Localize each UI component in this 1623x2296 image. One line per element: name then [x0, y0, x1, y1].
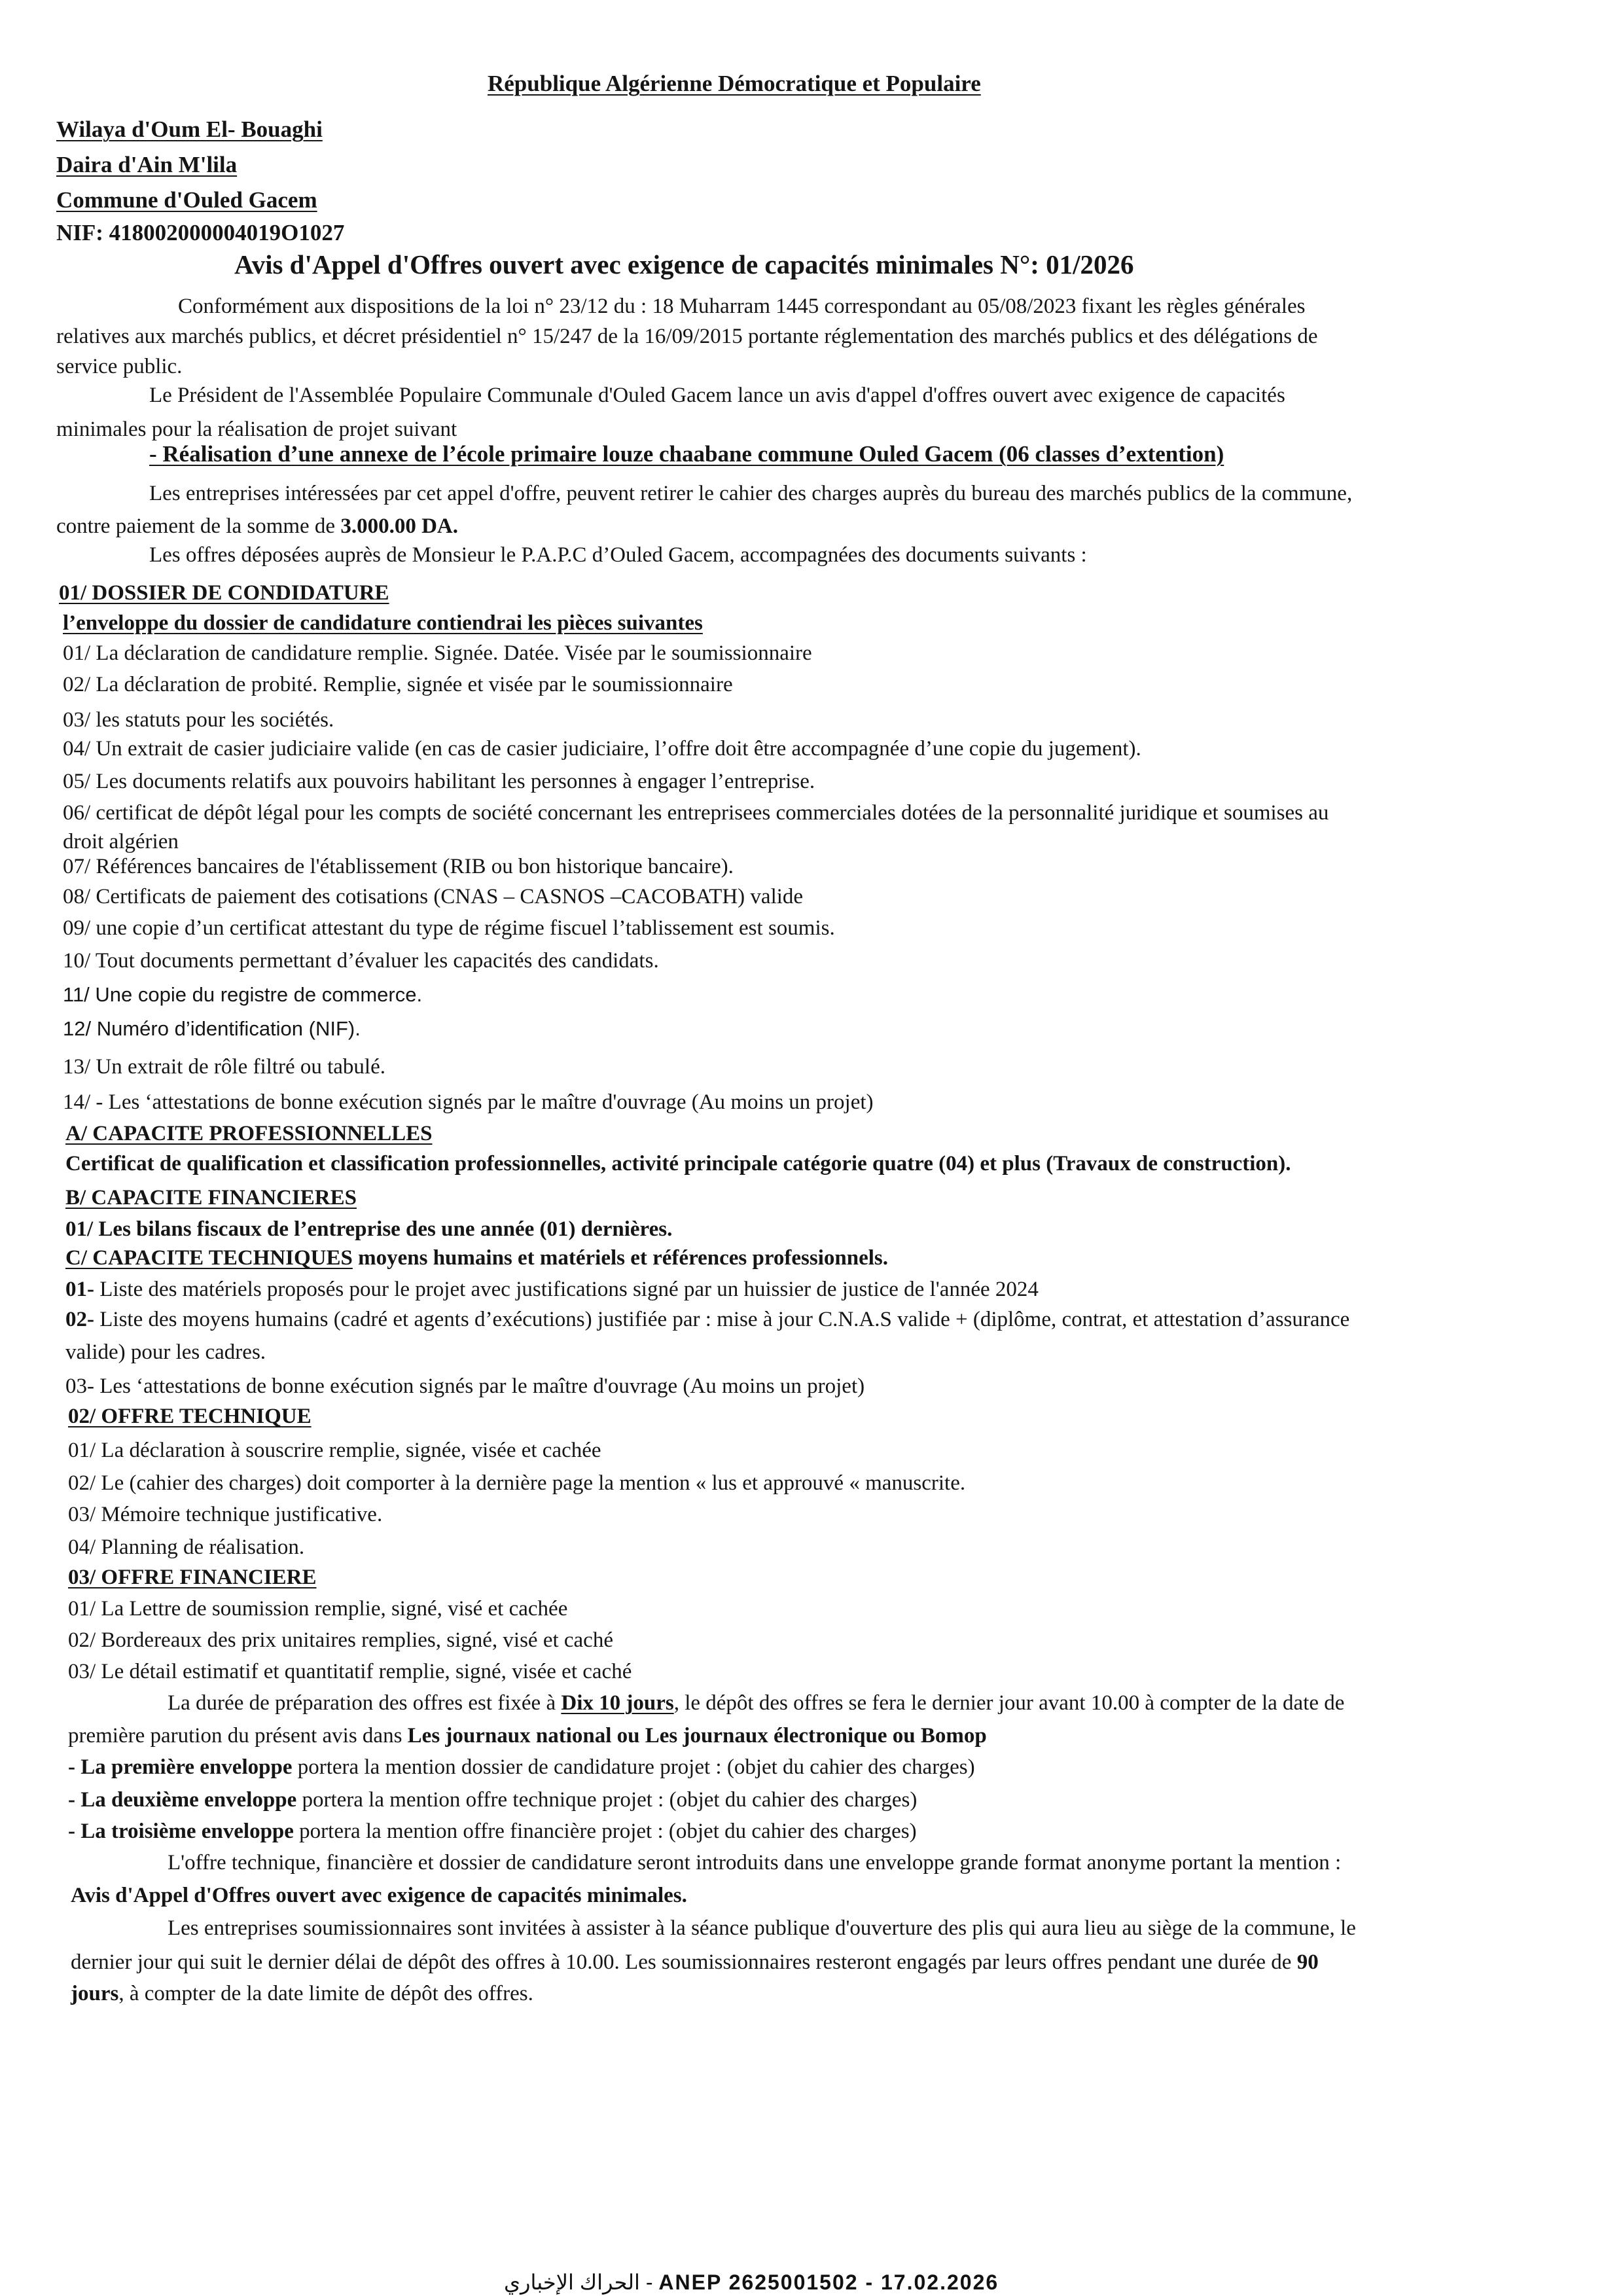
duree-value: Dix 10 jours: [561, 1691, 674, 1715]
dossier-item-08: 08/ Certificats de paiement des cotisations (CNAS – CASNOS –CACOBATH) valide: [63, 885, 804, 908]
capacite-techniques-item-03: 03- Les ‘attestations de bonne exécution signés par le maître d'ouvrage (Au moins un projet): [65, 1374, 865, 1398]
ouverture-line1: Les entreprises soumissionnaires sont invitées à assister à la séance publique d'ouverture des plis qui aura lieu au siège de la commune, le: [168, 1916, 1356, 1940]
anep-footer: [504, 2270, 999, 2295]
dossier-item-06-cont: droit algérien: [63, 830, 179, 853]
dossier-subheading: l’enveloppe du dossier de candidature contiendrai les pièces suivantes: [63, 611, 703, 635]
offre-technique-item-02: 02/ Le (cahier des charges) doit comporter à la dernière page la mention « lus et approuvé « manuscrite.: [68, 1471, 966, 1495]
dossier-item-04: 04/ Un extrait de casier judiciaire valide (en cas de casier judiciaire, l’offre doit être accompagnée d’une copie du jugement).: [63, 737, 1141, 761]
intro-p2-line1: Le Président de l'Assemblée Populaire Communale d'Ouled Gacem lance un avis d'appel d'offres ouvert avec exigence de capacités: [149, 384, 1285, 407]
intro-p1-line3: service public.: [56, 355, 183, 378]
page-title: Avis d'Appel d'Offres ouvert avec exigence de capacités minimales N°: 01/2026: [234, 249, 1134, 279]
nif-line: NIF: 418002000004019O1027: [56, 220, 345, 245]
intro-p1-line2: relatives aux marchés publics, et décret présidentiel n° 15/247 de la 16/09/2015 portante réglementation des marchés publics et des délégations de: [56, 325, 1318, 348]
capacite-techniques-item-02-cont: valide) pour les cadres.: [65, 1340, 266, 1364]
enveloppe-2: - La deuxième enveloppe portera la mention offre technique projet : (objet du cahier des charges): [68, 1788, 918, 1812]
project-title: - Réalisation d’une annexe de l’école primaire louze chaabane commune Ouled Gacem (06 classes d’extention): [149, 441, 1224, 467]
dossier-item-10: 10/ Tout documents permettant d’évaluer les capacités des candidats.: [63, 949, 659, 973]
dossier-item-07: 07/ Références bancaires de l'établissement (RIB ou bon historique bancaire).: [63, 855, 734, 878]
capacite-professionnelles-heading: A/ CAPACITE PROFESSIONNELLES: [65, 1122, 433, 1145]
dossier-heading: 01/ DOSSIER DE CONDIDATURE: [59, 581, 389, 605]
capacite-professionnelles-text: Certificat de qualification et classification professionnelles, activité principale catégorie quatre (04) et plus (Travaux de construction).: [65, 1152, 1291, 1175]
dossier-item-11: 11/ Une copie du registre de commerce.: [63, 983, 423, 1006]
duree-line1: La durée de préparation des offres est fixée à Dix 10 jours, le dépôt des offres se fera le dernier jour avant 10.00 à compter de la date de: [168, 1691, 1345, 1715]
republic-heading: République Algérienne Démocratique et Populaire: [488, 71, 981, 96]
dossier-item-03: 03/ les statuts pour les sociétés.: [63, 708, 334, 732]
capacite-financieres-heading: B/ CAPACITE FINANCIERES: [65, 1186, 357, 1210]
offre-technique-item-03: 03/ Mémoire technique justificative.: [68, 1503, 383, 1526]
offre-technique-item-04: 04/ Planning de réalisation.: [68, 1535, 305, 1559]
commune-line: Commune d'Ouled Gacem: [56, 187, 317, 213]
price-amount: 3.000.00 DA.: [340, 514, 459, 538]
ouverture-line3: jours, à compter de la date limite de dépôt des offres.: [71, 1982, 533, 2005]
intro-p2-line2: minimales pour la réalisation de projet suivant: [56, 418, 457, 441]
offre-financiere-heading: 03/ OFFRE FINANCIERE: [68, 1566, 317, 1589]
dossier-item-02: 02/ La déclaration de probité. Remplie, signée et visée par le soumissionnaire: [63, 673, 733, 696]
ouverture-line2: dernier jour qui suit le dernier délai de dépôt des offres à 10.00. Les soumissionnaires resteront engagés par leurs offres pendant une durée de 90: [71, 1950, 1319, 1974]
enveloppe-all-line2: Avis d'Appel d'Offres ouvert avec exigence de capacités minimales.: [71, 1884, 687, 1907]
capacite-techniques-item-02: 02- Liste des moyens humains (cadré et agents d’exécutions) justifiée par : mise à jour C.N.A.S valide + (diplôme, contrat, et attestation d’assurance: [65, 1308, 1350, 1331]
intro-p3-line1: Les entreprises intéressées par cet appel d'offre, peuvent retirer le cahier des charges auprès du bureau des marchés publics de la commune,: [149, 482, 1353, 505]
offre-technique-heading: 02/ OFFRE TECHNIQUE: [68, 1405, 312, 1428]
enveloppe-all-line1: L'offre technique, financière et dossier de candidature seront introduits dans une enveloppe grande format anonyme portant la mention :: [168, 1851, 1342, 1874]
dossier-item-01: 01/ La déclaration de candidature remplie. Signée. Datée. Visée par le soumissionnaire: [63, 641, 812, 665]
duree-line2: première parution du présent avis dans Les journaux national ou Les journaux électronique ou Bomop: [68, 1724, 987, 1748]
daira-line: Daira d'Ain M'lila: [56, 152, 238, 177]
capacite-techniques-item-01: 01- Liste des matériels proposés pour le projet avec justifications signé par un huissier de justice de l'année 2024: [65, 1278, 1039, 1301]
dossier-item-12: 12/ Numéro d’identification (NIF).: [63, 1017, 361, 1040]
capacite-techniques-heading: C/ CAPACITE TECHNIQUES moyens humains et matériels et références professionnels.: [65, 1246, 889, 1270]
dossier-item-14: 14/ - Les ‘attestations de bonne exécution signés par le maître d'ouvrage (Au moins un projet): [63, 1090, 874, 1114]
offre-financiere-item-02: 02/ Bordereaux des prix unitaires remplies, signé, visé et caché: [68, 1628, 613, 1652]
newspaper-name: الحراك الإخباري -: [504, 2270, 659, 2294]
enveloppe-1: - La première enveloppe portera la mention dossier de candidature projet : (objet du cahier des charges): [68, 1755, 975, 1779]
intro-p4: Les offres déposées auprès de Monsieur le P.A.P.C d’Ouled Gacem, accompagnées des documents suivants :: [149, 543, 1087, 567]
dossier-item-05: 05/ Les documents relatifs aux pouvoirs habilitant les personnes à engager l’entreprise.: [63, 770, 815, 793]
dossier-item-13: 13/ Un extrait de rôle filtré ou tabulé.: [63, 1055, 386, 1079]
anep-reference: ANEP 2625001502 - 17.02.2026: [658, 2270, 999, 2294]
intro-p1-line1: Conformément aux dispositions de la loi n° 23/12 du : 18 Muharram 1445 correspondant au 05/08/2023 fixant les règles générales: [178, 295, 1306, 318]
offre-financiere-item-01: 01/ La Lettre de soumission remplie, signé, visé et cachée: [68, 1597, 568, 1621]
wilaya-line: Wilaya d'Oum El- Bouaghi: [56, 117, 323, 142]
dossier-item-06: 06/ certificat de dépôt légal pour les compts de société concernant les entreprisees commerciales dotées de la personnalité juridique et soumises au: [63, 801, 1329, 825]
offre-technique-item-01: 01/ La déclaration à souscrire remplie, signée, visée et cachée: [68, 1439, 601, 1462]
offre-financiere-item-03: 03/ Le détail estimatif et quantitatif remplie, signé, visée et caché: [68, 1660, 632, 1683]
dossier-item-09: 09/ une copie d’un certificat attestant du type de régime fiscuel l’tablissement est soumis.: [63, 916, 835, 940]
capacite-financieres-text: 01/ Les bilans fiscaux de l’entreprise des une année (01) dernières.: [65, 1217, 673, 1241]
enveloppe-3: - La troisième enveloppe portera la mention offre financière projet : (objet du cahier des charges): [68, 1820, 917, 1843]
intro-p3-line2: contre paiement de la somme de 3.000.00 DA.: [56, 514, 459, 538]
